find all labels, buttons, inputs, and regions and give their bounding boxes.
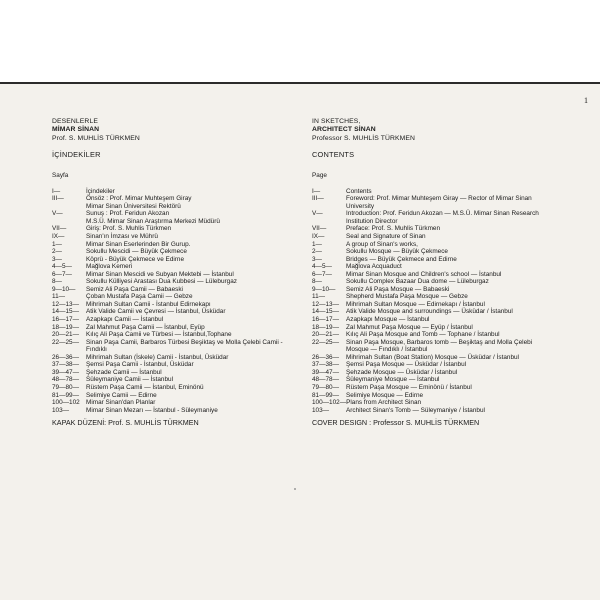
book-title: IN SKETCHES, [312, 118, 361, 125]
toc-title: Sokullu Mosque — Büyük Çekmece [346, 248, 448, 256]
toc-entry [312, 399, 548, 407]
toc-entry [312, 241, 548, 249]
toc-page-number: 14—15— [52, 308, 79, 316]
toc-page-number: IX— [52, 233, 65, 241]
toc-page-number: 8— [52, 278, 62, 286]
toc-list [312, 188, 548, 414]
toc-page-number: 12—13— [312, 300, 339, 308]
toc-title: Preface: Prof. S. Muhlis Türkmen [346, 225, 440, 233]
toc-title: Zal Mahmut Paşa Camii — İstanbul, Eyüp [86, 323, 205, 331]
toc-page-number: 16—17— [312, 316, 339, 324]
toc-title: Mimar Sinan Mescidi ve Subyan Mektebi — İstanbul [86, 270, 234, 278]
toc-page-number: 79—80— [52, 383, 79, 391]
toc-page-number: VII— [52, 225, 67, 233]
toc-page-number: I— [52, 187, 61, 195]
toc-entry [312, 286, 548, 294]
toc-title: Sinan Paşa Mosque, Barbaros tomb — Beşiktaş and Molla Çelebi Mosque — Fındıklı / İstanbul [346, 338, 533, 354]
toc-page-number: 26—36— [52, 353, 79, 361]
toc-entry [52, 286, 292, 294]
toc-entry [312, 293, 548, 301]
page-column-label: Sayfa [52, 172, 69, 180]
toc-entry [312, 248, 548, 256]
toc-page-number: 4—5— [52, 263, 72, 271]
toc-title: Sokullu Külliyesi Arastası Dua Kubbesi — Lüleburgaz [86, 278, 237, 286]
toc-page-number: 8— [312, 278, 322, 286]
toc-entry [52, 271, 292, 279]
toc-list [52, 188, 292, 414]
toc-title: Şehzade Mosque — Üsküdar / İstanbul [346, 368, 458, 376]
toc-entry [52, 210, 292, 218]
toc-entry [312, 233, 548, 241]
toc-entry [52, 278, 292, 286]
toc-entry [52, 376, 292, 384]
toc-entry [52, 241, 292, 249]
toc-page-number: 39—47— [312, 368, 339, 376]
toc-title: Foreword: Prof. Mimar Muhteşem Giray — Rector of Mimar Sinan University [346, 195, 532, 210]
toc-title: Şemsi Paşa Camii - İstanbul, Üsküdar [86, 361, 194, 369]
toc-page-number: 20—21— [52, 331, 79, 339]
book-title: DESENLERLE [52, 118, 98, 125]
toc-page-number: VII— [312, 225, 327, 233]
toc-title: Seal and Signature of Sinan [346, 233, 426, 241]
toc-page-number [52, 203, 86, 211]
english-column [312, 118, 548, 428]
toc-entry [52, 263, 292, 271]
toc-title: Süleymaniye Mosque — İstanbul [346, 376, 440, 384]
toc-title: Zal Mahmut Paşa Mosque — Eyüp / İstanbul [346, 323, 473, 331]
toc-title: Atik Valide Mosque and surroundings — Üsküdar / İstanbul [346, 308, 513, 316]
toc-page-number: 100—102 [52, 399, 80, 407]
toc-entry [52, 339, 292, 354]
page-column-label: Page [312, 172, 327, 180]
toc-entry [312, 331, 548, 339]
toc-entry [52, 316, 292, 324]
toc-entry [52, 324, 292, 332]
toc-title: Atik Valide Camii ve Çevresi — İstanbul, Üsküdar [86, 308, 226, 316]
top-margin [0, 0, 600, 82]
toc-entry [312, 195, 548, 210]
toc-page-number: V— [312, 210, 323, 218]
toc-page-number: I— [312, 187, 321, 195]
toc-page-number: III— [312, 195, 324, 203]
toc-title: Sokullu Mescidi — Büyük Çekmece [86, 248, 187, 256]
toc-title: Rüstem Paşa Camii — İstanbul, Eminönü [86, 383, 204, 391]
toc-entry [52, 248, 292, 256]
toc-title: Selimiye Mosque — Edirne [346, 391, 424, 399]
toc-entry [52, 293, 292, 301]
toc-entry [52, 384, 292, 392]
toc-page-number: IX— [312, 233, 325, 241]
toc-page-number: 1— [52, 240, 62, 248]
toc-title: Plans from Architect Sinan [346, 399, 422, 407]
toc-entry [52, 308, 292, 316]
toc-entry [312, 225, 548, 233]
toc-entry [312, 210, 548, 225]
toc-title: Önsöz : Prof. Mimar Muhteşem Giray [86, 195, 192, 203]
toc-page-number: 79—80— [312, 383, 339, 391]
toc-page-number: 9—10— [312, 285, 336, 293]
toc-entry [312, 384, 548, 392]
toc-page-number: 11— [52, 293, 66, 301]
toc-title: Sinan Paşa Camii, Barbaros Türbesi Beşiktaş ve Molla Çelebi Camii - Fındıklı [86, 338, 283, 354]
toc-title: A group of Sinan's works, [346, 240, 418, 248]
toc-title: Giriş: Prof. S. Muhlis Türkmen [86, 225, 172, 233]
toc-page-number: 6—7— [312, 270, 332, 278]
toc-title: Sokullu Complex Bazaar Dua dome — Lüleburgaz [346, 278, 489, 286]
toc-page-number: 2— [52, 248, 62, 256]
toc-page-number: 39—47— [52, 368, 79, 376]
book-subtitle: ARCHITECT SİNAN [312, 126, 376, 134]
toc-entry [312, 407, 548, 415]
cover-credit: KAPAK DÜZENİ: Prof. S. MUHLİS TÜRKMEN [52, 418, 199, 428]
toc-page-number: 100—102— [312, 399, 347, 407]
toc-page-number: 22—25— [52, 338, 79, 346]
toc-entry [52, 331, 292, 339]
toc-title: Mihrimah Sultan (İskele) Camii - İstanbul, Üsküdar [86, 353, 229, 361]
toc-title: Semiz Ali Paşa Camii — Babaeski [86, 285, 183, 293]
toc-title: Sunuş : Prof. Feridun Akozan [86, 210, 170, 218]
toc-title: Semiz Ali Paşa Mosque — Babaeski [346, 285, 450, 293]
toc-title: Mimar Sinan Mezarı — İstanbul - Süleymaniye [86, 406, 218, 414]
toc-title: Mimar Sinan Eserlerinden Bir Gurup. [86, 240, 191, 248]
toc-page-number: 26—36— [312, 353, 339, 361]
toc-entry [312, 324, 548, 332]
toc-page-number: 103— [52, 406, 70, 414]
toc-page-number: 37—38— [52, 361, 79, 369]
toc-page-number: V— [52, 210, 63, 218]
toc-entry [312, 361, 548, 369]
toc-entry [312, 376, 548, 384]
toc-title: Mimar Sinan Üniversitesi Rektörü [86, 202, 181, 210]
toc-title: Contents [346, 187, 372, 195]
toc-page-number: 6—7— [52, 270, 72, 278]
toc-title: Shepherd Mustafa Paşa Mosque — Gebze [346, 293, 468, 301]
toc-entry [52, 233, 292, 241]
toc-page-number: 14—15— [312, 308, 339, 316]
toc-page-number: 2— [312, 248, 322, 256]
toc-page-number: 81—99— [312, 391, 339, 399]
toc-title: Mihrimah Sultan (Boat Station) Mosque — Üsküdar / İstanbul [346, 353, 519, 361]
toc-entry [312, 316, 548, 324]
book-subtitle: MİMAR SİNAN [52, 126, 100, 134]
page-edge-line [0, 82, 600, 84]
toc-entry [52, 407, 292, 415]
toc-entry [52, 225, 292, 233]
toc-title: Kılıç Ali Paşa Mosque and Tomb — Tophane / İstanbul [346, 331, 500, 339]
book-author: Professor S. MUHLİS TÜRKMEN [312, 134, 416, 142]
toc-entry [312, 339, 548, 354]
toc-page-number: 9—10— [52, 285, 76, 293]
toc-page-number: 18—19— [312, 323, 339, 331]
page-number: 1 [584, 96, 588, 105]
cover-credit: COVER DESIGN : Professor S. MUHLİS TÜRKMEN [312, 418, 480, 428]
toc-title: Çoban Mustafa Paşa Camii — Gebze [86, 293, 193, 301]
toc-page-number: 3— [312, 255, 322, 263]
toc-title: Mihrimah Sultan Camii - İstanbul Edirnekapı [86, 300, 211, 308]
toc-title: Sinan'ın İmzası ve Mührü [86, 233, 158, 241]
toc-entry [52, 256, 292, 264]
toc-title: Mağlova Kemeri [86, 263, 133, 271]
toc-entry [312, 271, 548, 279]
toc-page-number: 37—38— [312, 361, 339, 369]
toc-page-number: III— [52, 195, 64, 203]
toc-entry [312, 392, 548, 400]
toc-entry [312, 278, 548, 286]
toc-title: Azapkapı Mosque — İstanbul [346, 316, 430, 324]
toc-title: İçindekiler [86, 187, 115, 195]
toc-entry [52, 218, 292, 226]
toc-page-number [52, 218, 86, 226]
toc-title: Süleymaniye Camii — İstanbul [86, 376, 174, 384]
toc-page-number: 4—5— [312, 263, 332, 271]
toc-page-number: 11— [312, 293, 326, 301]
toc-title: Selimiye Camii — Edirne [86, 391, 157, 399]
toc-title: Rüstem Paşa Mosque — Eminönü / İstanbul [346, 383, 472, 391]
toc-page-number: 22—25— [312, 338, 339, 346]
toc-title: Architect Sinan's Tomb — Süleymaniye / İstanbul [346, 406, 485, 414]
toc-title: Bridges — Büyük Çekmece and Edirne [346, 255, 457, 263]
paper-speck [294, 488, 296, 490]
toc-page-number: 20—21— [312, 331, 339, 339]
toc-page-number: 48—78— [312, 376, 339, 384]
toc-title: Azapkapı Camii — İstanbul [86, 316, 164, 324]
toc-title: Kılıç Ali Paşa Camii ve Türbesi — İstanbul,Tophane [86, 331, 232, 339]
book-author: Prof. S. MUHLİS TÜRKMEN [52, 134, 140, 142]
toc-entry [312, 308, 548, 316]
toc-title: Şemsi Paşa Mosque — Üsküdar / İstanbul [346, 361, 467, 369]
turkish-column [52, 118, 292, 428]
toc-page-number: 81—99— [52, 391, 79, 399]
section-heading: İÇİNDEKİLER [52, 150, 101, 160]
toc-entry [312, 263, 548, 271]
toc-entry [312, 188, 548, 196]
toc-entry [52, 195, 292, 203]
toc-title: Mimar Sinan'dan Planlar [86, 399, 156, 407]
toc-title: Köprü - Büyük Çekmece ve Edirne [86, 255, 185, 263]
toc-page-number: 16—17— [52, 316, 79, 324]
toc-title: Introduction: Prof. Feridun Akozan — M.S.Ü. Mimar Sinan Research Institution Director [346, 210, 539, 225]
toc-title: Mihrimah Sultan Mosque — Edirnekapı / İstanbul [346, 300, 485, 308]
toc-page-number: 18—19— [52, 323, 79, 331]
toc-page-number: 12—13— [52, 300, 79, 308]
toc-title: Mağlova Acquaduct [346, 263, 402, 271]
toc-entry [52, 399, 292, 407]
toc-entry [52, 392, 292, 400]
section-heading: CONTENTS [312, 150, 355, 160]
toc-page-number: 103— [312, 406, 330, 414]
toc-page-number: 3— [52, 255, 62, 263]
toc-title: Şehzade Camii — İstanbul [86, 368, 162, 376]
toc-title: Mimar Sinan Mosque and Children's school — İstanbul [346, 270, 502, 278]
toc-title: M.S.Ü. Mimar Sinan Araştırma Merkezi Müdürü [86, 217, 220, 225]
toc-entry [52, 203, 292, 211]
toc-page-number: 48—78— [52, 376, 79, 384]
toc-entry [52, 361, 292, 369]
toc-page-number: 1— [312, 240, 322, 248]
toc-entry [312, 256, 548, 264]
